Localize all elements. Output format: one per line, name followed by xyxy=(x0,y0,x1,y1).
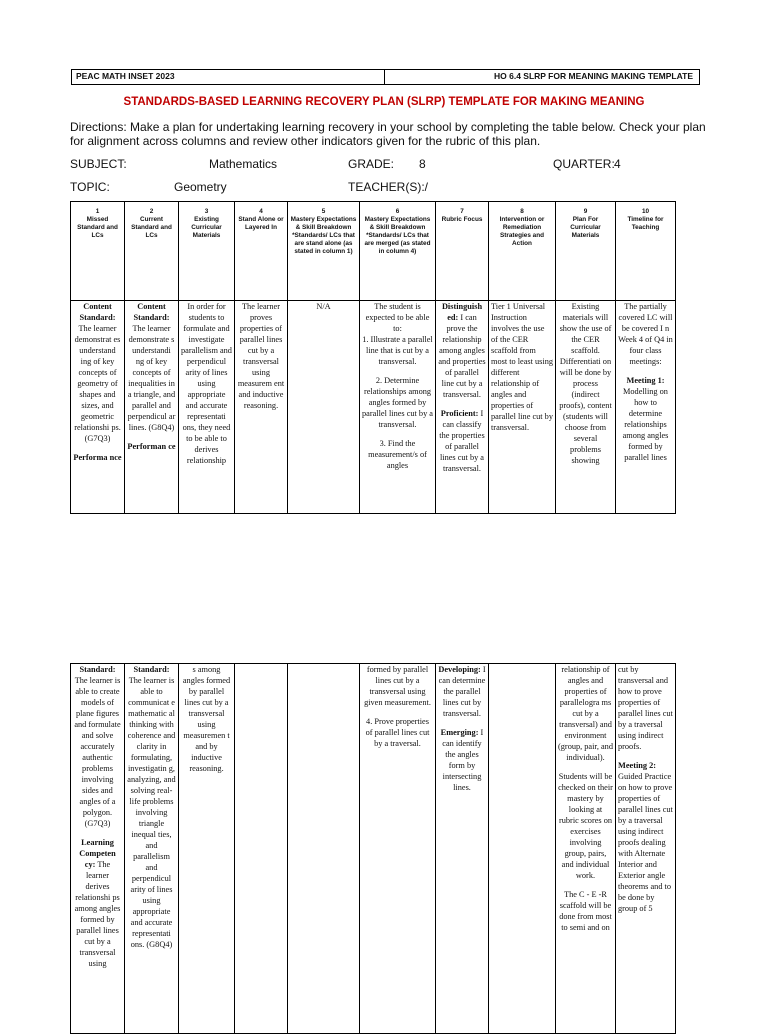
quarter-value: 4 xyxy=(614,157,621,171)
cell-existing-materials: In order for students to formulate and investigate parallelism and perpendicul arity of lines using appropriate and accurate representati ons, they need to be able to derives relationship xyxy=(179,301,235,514)
cell-curricular-plan: relationship of angles and properties of parallelogra ms cut by a transversal) and environment (group, pair, and individual). Students will be checked on their mastery by looking at rubric scores on exercises involving group, pairs, and individual work. The C - E -R scaffold will be done from most to semi and on xyxy=(556,664,616,1034)
cell-stand-alone xyxy=(235,664,288,1034)
topic-label: TOPIC: xyxy=(70,180,110,194)
subject-value: Mathematics xyxy=(209,157,278,171)
col-header-6: 6 Mastery Expectations & Skill Breakdown *Standards/ LCs that are merged (as stated in column 4) xyxy=(360,202,436,301)
quarter-label: QUARTER: xyxy=(553,157,615,171)
slrp-table-page1 xyxy=(70,201,676,514)
table-row xyxy=(71,664,676,1034)
cell-mastery-merged: formed by parallel lines cut by a transversal using given measurement. 4. Prove properties of parallel lines cut by a traversal. xyxy=(360,664,436,1034)
cell-current-standard: Content Standard: The learner demonstrate s understandi ng of key concepts of inequalities in a triangle, and parallel and perpendicul ar lines. (G8Q4) Performan ce xyxy=(125,301,179,514)
col-header-3: 3 Existing Curricular Materials xyxy=(179,202,235,301)
header-divider xyxy=(384,70,385,84)
col-header-1: 1 Missed Standard and LCs xyxy=(71,202,125,301)
directions-text: Directions: Make a plan for undertaking learning recovery in your school by completing the table below. Check your plan for alignment across columns and review other indicators given for the rubric of this plan. xyxy=(70,120,706,148)
document-header xyxy=(71,69,700,85)
topic-value: Geometry xyxy=(174,180,227,194)
cell-current-standard: Standard: The learner is able to communicat e mathematic al thinking with coherence and clarity in formulating, investigatin g, analyzing, and solving real- life problems involving triangle inequal ties, and parallelism and perpendicul arity of lines using appropriate and accurate representati ons. (G8Q4) xyxy=(125,664,179,1034)
cell-timeline: The partially covered LC will be covered I n Week 4 of Q4 in four class meetings: Meeting 1: Modelling on how to determine relationships among angles formed by parallel lines xyxy=(616,301,676,514)
cell-mastery-stand-alone: N/A xyxy=(288,301,360,514)
col-header-5: 5 Mastery Expectations & Skill Breakdown *Standards/ LCs that are stand alone (as stated in column 1) xyxy=(288,202,360,301)
teacher-label: TEACHER(S):/ xyxy=(348,180,429,194)
cell-intervention: Tier 1 Universal Instruction involves the use of the CER scaffold from most to least using different relationship of angles and properties of parallel line cut by transversal. xyxy=(489,301,556,514)
col-header-7: 7 Rubric Focus xyxy=(436,202,489,301)
cell-timeline: cut by transversal and how to prove properties of parallel lines cut by a traversal using indirect proofs. Meeting 2: Guided Practice on how to prove properties of parallel lines cut by a traversal using indirect proofs dealing with Alternate Interior and Exterior angle theorems and to be done by group of 5 xyxy=(616,664,676,1034)
grade-label: GRADE: xyxy=(348,157,395,171)
col-header-2: 2 Current Standard and LCs xyxy=(125,202,179,301)
col-header-9: 9 Plan For Curricular Materials xyxy=(556,202,616,301)
col-header-10: 10 Timeline for Teaching xyxy=(616,202,676,301)
cell-intervention xyxy=(489,664,556,1034)
col-header-8: 8 Intervention or Remediation Strategies and Action xyxy=(489,202,556,301)
table-header-row xyxy=(71,202,676,301)
cell-mastery-stand-alone xyxy=(288,664,360,1034)
cell-mastery-merged: The student is expected to be able to: 1. Illustrate a parallel line that is cut by a transversal. 2. Determine relationships among angles formed by parallel lines cut by a transversal. 3. Find the measurement/s of angles xyxy=(360,301,436,514)
grade-value: 8 xyxy=(419,157,426,171)
cell-missed-standard: Content Standard: The learner demonstrat es understand ing of key concepts of geometry of shapes and sizes, and geometric relationshi ps. (G7Q3) Performa nce xyxy=(71,301,125,514)
subject-label: SUBJECT: xyxy=(70,157,127,171)
cell-curricular-plan: Existing materials will show the use of the CER scaffold. Differentiati on will be done by process (indirect proofs), content (students will choose from several problems showing xyxy=(556,301,616,514)
page-title: STANDARDS-BASED LEARNING RECOVERY PLAN (SLRP) TEMPLATE FOR MAKING MEANING xyxy=(123,96,645,108)
cell-missed-standard: Standard: The learner is able to create models of plane figures and formulate and solve accurately authentic problems involving sides and angles of a polygon. (G7Q3) Learning Competen cy: The learner derives relationshi ps among angles formed by parallel lines cut by a transversal using xyxy=(71,664,125,1034)
cell-existing-materials: s among angles formed by parallel lines cut by a transversal using measuremen t and by inductive reasoning. xyxy=(179,664,235,1034)
header-right: HO 6.4 SLRP FOR MEANING MAKING TEMPLATE xyxy=(494,71,693,81)
slrp-table-page2 xyxy=(70,663,676,1034)
header-left: PEAC MATH INSET 2023 xyxy=(76,71,175,81)
table-row xyxy=(71,301,676,514)
cell-rubric-focus: Distinguish ed: I can prove the relationship among angles and properties of parallel line cut by a transversal. Proficient: I can classify the properties of parallel lines cut by a transversal. xyxy=(436,301,489,514)
col-header-4: 4 Stand Alone or Layered In xyxy=(235,202,288,301)
cell-stand-alone: The learner proves properties of parallel lines cut by a transversal using measurem ent and inductive reasoning. xyxy=(235,301,288,514)
cell-rubric-focus: Developing: I can determine the parallel lines cut by transversal. Emerging: I can identify the angles form by intersecting lines. xyxy=(436,664,489,1034)
